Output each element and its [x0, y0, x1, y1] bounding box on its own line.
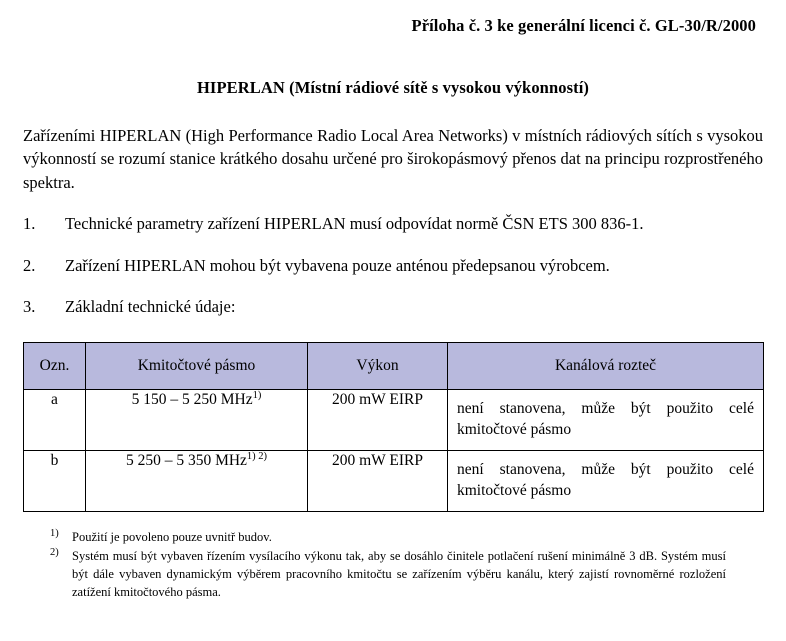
- intro-paragraph: Zařízeními HIPERLAN (High Performance Radio Local Area Networks) v místních rádiových sítích s vysokou výkonností se rozumí stanice krátkého dosahu určené pro širokopásmový přenos dat na principu rozprostřeného spektra.: [23, 126, 763, 192]
- clause-3-number: 3.: [23, 296, 36, 316]
- footnote-1-mark: [50, 528, 72, 546]
- clause-3-text: Základní technické údaje:: [65, 296, 236, 316]
- clause-2-text: Zařízení HIPERLAN mohou být vybavena pouze anténou předepsanou výrobcem.: [65, 255, 610, 275]
- cell-spacing: není stanovena, může být použito celé kmitočtové pásmo: [448, 390, 764, 451]
- footnote-1: [50, 528, 766, 546]
- footnote-1-mark-sup: 1): [50, 527, 59, 539]
- clause-1: [20, 213, 766, 235]
- column-header-ozn: Ozn.: [24, 343, 86, 390]
- clause-1-number: 1.: [23, 214, 36, 234]
- cell-band-footnote-mark: 1) 2): [246, 450, 268, 462]
- cell-band-value: 5 150 – 5 250 MHz: [131, 391, 253, 409]
- footnote-2: [50, 547, 766, 601]
- footnotes: [50, 528, 766, 602]
- clause-2-number: 2.: [23, 255, 36, 275]
- clause-3: [20, 296, 766, 318]
- footnote-1-text: Použití je povoleno pouze uvnitř budov.: [72, 530, 272, 545]
- cell-band: [86, 451, 308, 512]
- cell-ozn: b: [24, 451, 86, 512]
- technical-parameters-table: [23, 342, 764, 512]
- footnote-2-mark: [50, 547, 72, 601]
- cell-band-footnote-mark: 1): [252, 389, 262, 401]
- cell-power: 200 mW EIRP: [308, 451, 448, 512]
- cell-band: [86, 390, 308, 451]
- clause-2: [20, 255, 766, 277]
- footnote-2-mark-sup: 2): [50, 547, 59, 559]
- cell-spacing: není stanovena, může být použito celé kmitočtové pásmo: [448, 451, 764, 512]
- annex-header: Příloha č. 3 ke generální licenci č. GL-30/R/2000: [411, 16, 756, 35]
- cell-ozn: a: [24, 390, 86, 451]
- table-header-row: [24, 343, 764, 390]
- cell-power: 200 mW EIRP: [308, 390, 448, 451]
- column-header-spacing: Kanálová rozteč: [448, 343, 764, 390]
- clause-1-text: Technické parametry zařízení HIPERLAN musí odpovídat normě ČSN ETS 300 836-1.: [65, 214, 644, 234]
- footnote-2-text: Systém musí být vybaven řízením vysílacího výkonu tak, aby se dosáhlo činitele potlačení rušení minimálně 3 dB. Systém musí být dále vybaven dynamickým výběrem pracovního kmitočtu se zařízením výběru kanálu, který zajistí rovnoměrné rozložení zatížení kmitočtového pásma.: [72, 549, 726, 600]
- column-header-power: Výkon: [308, 343, 448, 390]
- column-header-band: Kmitočtové pásmo: [86, 343, 308, 390]
- cell-band-value: 5 250 – 5 350 MHz: [125, 452, 247, 470]
- table-row: [24, 390, 764, 451]
- page-title: HIPERLAN (Místní rádiové sítě s vysokou výkonností): [197, 78, 589, 97]
- table-row: [24, 451, 764, 512]
